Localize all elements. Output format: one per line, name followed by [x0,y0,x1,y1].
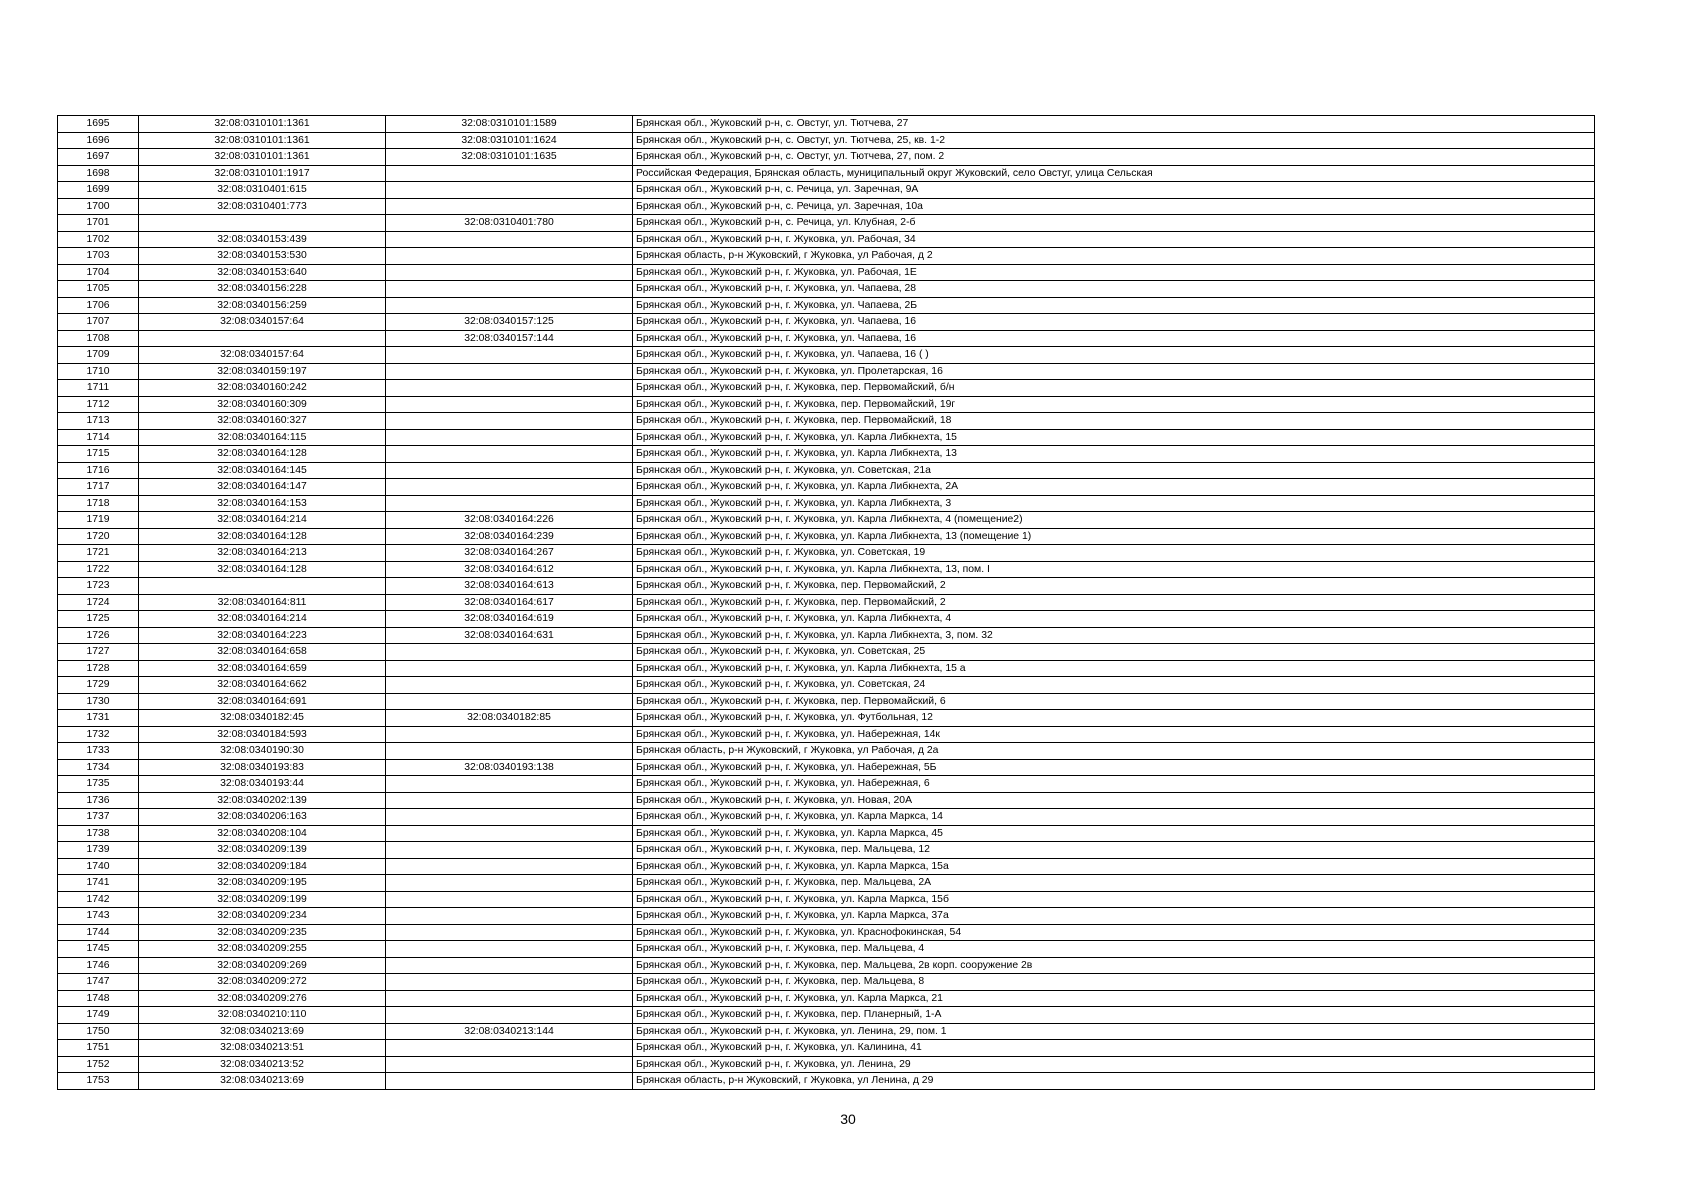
table-row [58,149,1595,166]
address-cell: Брянская обл., Жуковский р-н, г. Жуковка, ул. Чапаева, 16 ( ) [633,347,1595,364]
address-cell: Брянская обл., Жуковский р-н, г. Жуковка, ул. Карла Либкнехта, 3, пом. 32 [633,627,1595,644]
row-number-cell: 1726 [58,627,139,644]
object-cadastral-number-cell [386,875,633,892]
object-cadastral-number-cell [386,858,633,875]
table-row [58,578,1595,595]
row-number-cell: 1753 [58,1073,139,1090]
object-cadastral-number-cell [386,1007,633,1024]
row-number-cell: 1724 [58,594,139,611]
land-cadastral-number-cell: 32:08:0340153:640 [139,264,386,281]
row-number-cell: 1722 [58,561,139,578]
land-cadastral-number-cell: 32:08:0340182:45 [139,710,386,727]
address-cell: Брянская обл., Жуковский р-н, г. Жуковка, ул. Карла Либкнехта, 2А [633,479,1595,496]
land-cadastral-number-cell: 32:08:0340157:64 [139,347,386,364]
land-cadastral-number-cell: 32:08:0340159:197 [139,363,386,380]
object-cadastral-number-cell [386,264,633,281]
row-number-cell: 1747 [58,974,139,991]
table-row [58,215,1595,232]
row-number-cell: 1729 [58,677,139,694]
object-cadastral-number-cell [386,363,633,380]
object-cadastral-number-cell [386,743,633,760]
row-number-cell: 1744 [58,924,139,941]
row-number-cell: 1707 [58,314,139,331]
row-number-cell: 1728 [58,660,139,677]
object-cadastral-number-cell [386,1073,633,1090]
row-number-cell: 1717 [58,479,139,496]
object-cadastral-number-cell [386,825,633,842]
land-cadastral-number-cell: 32:08:0340164:115 [139,429,386,446]
land-cadastral-number-cell: 32:08:0340164:659 [139,660,386,677]
land-cadastral-number-cell: 32:08:0310101:1917 [139,165,386,182]
object-cadastral-number-cell [386,644,633,661]
address-cell: Брянская обл., Жуковский р-н, г. Жуковка, ул. Карла Маркса, 21 [633,990,1595,1007]
land-cadastral-number-cell [139,578,386,595]
object-cadastral-number-cell [386,380,633,397]
row-number-cell: 1736 [58,792,139,809]
table-row [58,1023,1595,1040]
address-cell: Брянская обл., Жуковский р-н, г. Жуковка, ул. Советская, 19 [633,545,1595,562]
land-cadastral-number-cell: 32:08:0310401:615 [139,182,386,199]
table-row [58,627,1595,644]
table-row [58,165,1595,182]
land-cadastral-number-cell: 32:08:0310101:1361 [139,149,386,166]
land-cadastral-number-cell: 32:08:0340153:530 [139,248,386,265]
land-cadastral-number-cell: 32:08:0340160:309 [139,396,386,413]
object-cadastral-number-cell [386,413,633,430]
row-number-cell: 1749 [58,1007,139,1024]
address-cell: Брянская обл., Жуковский р-н, г. Жуковка, ул. Футбольная, 12 [633,710,1595,727]
table-row [58,825,1595,842]
address-cell: Брянская обл., Жуковский р-н, г. Жуковка, ул. Чапаева, 16 [633,330,1595,347]
row-number-cell: 1723 [58,578,139,595]
table-row [58,116,1595,133]
address-cell: Брянская обл., Жуковский р-н, г. Жуковка, ул. Карла Маркса, 15а [633,858,1595,875]
table-row [58,264,1595,281]
object-cadastral-number-cell: 32:08:0340164:239 [386,528,633,545]
land-cadastral-number-cell: 32:08:0340206:163 [139,809,386,826]
object-cadastral-number-cell [386,974,633,991]
land-cadastral-number-cell: 32:08:0340164:662 [139,677,386,694]
row-number-cell: 1696 [58,132,139,149]
address-cell: Брянская обл., Жуковский р-н, г. Жуковка, пер. Мальцева, 12 [633,842,1595,859]
row-number-cell: 1719 [58,512,139,529]
object-cadastral-number-cell: 32:08:0310101:1624 [386,132,633,149]
address-cell: Брянская обл., Жуковский р-н, г. Жуковка, ул. Карла Либкнехта, 15 [633,429,1595,446]
address-cell: Брянская обл., Жуковский р-н, г. Жуковка, ул. Краснофокинская, 54 [633,924,1595,941]
object-cadastral-number-cell: 32:08:0310401:780 [386,215,633,232]
row-number-cell: 1738 [58,825,139,842]
land-cadastral-number-cell: 32:08:0340210:110 [139,1007,386,1024]
table-row [58,875,1595,892]
land-cadastral-number-cell: 32:08:0340190:30 [139,743,386,760]
address-cell: Брянская обл., Жуковский р-н, г. Жуковка, ул. Советская, 21а [633,462,1595,479]
table-row [58,1056,1595,1073]
land-cadastral-number-cell: 32:08:0340213:69 [139,1023,386,1040]
address-cell: Брянская обл., Жуковский р-н, г. Жуковка, пер. Первомайский, 2 [633,594,1595,611]
object-cadastral-number-cell [386,726,633,743]
land-cadastral-number-cell: 32:08:0340209:272 [139,974,386,991]
land-cadastral-number-cell: 32:08:0340157:64 [139,314,386,331]
address-cell: Брянская обл., Жуковский р-н, с. Овстуг, ул. Тютчева, 27, пом. 2 [633,149,1595,166]
table-row [58,561,1595,578]
land-cadastral-number-cell: 32:08:0340153:439 [139,231,386,248]
land-cadastral-number-cell: 32:08:0340164:691 [139,693,386,710]
row-number-cell: 1714 [58,429,139,446]
land-cadastral-number-cell: 32:08:0340164:128 [139,446,386,463]
row-number-cell: 1731 [58,710,139,727]
page-number: 30 [840,1111,856,1127]
address-cell: Брянская обл., Жуковский р-н, г. Жуковка, ул. Ленина, 29, пом. 1 [633,1023,1595,1040]
row-number-cell: 1720 [58,528,139,545]
address-cell: Брянская обл., Жуковский р-н, г. Жуковка, ул. Карла Либкнехта, 3 [633,495,1595,512]
object-cadastral-number-cell [386,446,633,463]
row-number-cell: 1705 [58,281,139,298]
table-row [58,974,1595,991]
address-cell: Брянская область, р-н Жуковский, г Жуковка, ул Рабочая, д 2а [633,743,1595,760]
table-row [58,693,1595,710]
table-row [58,380,1595,397]
object-cadastral-number-cell [386,281,633,298]
object-cadastral-number-cell: 32:08:0340164:267 [386,545,633,562]
address-cell: Брянская обл., Жуковский р-н, г. Жуковка, ул. Карла Либкнехта, 13 [633,446,1595,463]
address-cell: Брянская обл., Жуковский р-н, г. Жуковка, ул. Карла Маркса, 15б [633,891,1595,908]
object-cadastral-number-cell [386,1040,633,1057]
table-row [58,363,1595,380]
object-cadastral-number-cell: 32:08:0340164:631 [386,627,633,644]
table-row [58,908,1595,925]
object-cadastral-number-cell: 32:08:0310101:1589 [386,116,633,133]
table-row [58,198,1595,215]
object-cadastral-number-cell [386,248,633,265]
table-row [58,957,1595,974]
object-cadastral-number-cell [386,479,633,496]
object-cadastral-number-cell [386,677,633,694]
address-cell: Брянская обл., Жуковский р-н, г. Жуковка, ул. Набережная, 6 [633,776,1595,793]
row-number-cell: 1730 [58,693,139,710]
address-cell: Брянская обл., Жуковский р-н, с. Речица, ул. Заречная, 10а [633,198,1595,215]
object-cadastral-number-cell: 32:08:0340213:144 [386,1023,633,1040]
table-row [58,446,1595,463]
row-number-cell: 1733 [58,743,139,760]
row-number-cell: 1704 [58,264,139,281]
row-number-cell: 1708 [58,330,139,347]
register-table [57,115,1595,1090]
land-cadastral-number-cell: 32:08:0340208:104 [139,825,386,842]
address-cell: Брянская обл., Жуковский р-н, г. Жуковка, пер. Мальцева, 4 [633,941,1595,958]
address-cell: Брянская обл., Жуковский р-н, г. Жуковка, ул. Ленина, 29 [633,1056,1595,1073]
land-cadastral-number-cell: 32:08:0340209:276 [139,990,386,1007]
row-number-cell: 1706 [58,297,139,314]
land-cadastral-number-cell: 32:08:0340164:223 [139,627,386,644]
address-cell: Брянская обл., Жуковский р-н, г. Жуковка, пер. Первомайский, 18 [633,413,1595,430]
object-cadastral-number-cell [386,891,633,908]
land-cadastral-number-cell: 32:08:0340209:234 [139,908,386,925]
table-row [58,1040,1595,1057]
object-cadastral-number-cell [386,396,633,413]
object-cadastral-number-cell [386,297,633,314]
address-cell: Брянская обл., Жуковский р-н, г. Жуковка, ул. Чапаева, 16 [633,314,1595,331]
row-number-cell: 1718 [58,495,139,512]
land-cadastral-number-cell: 32:08:0340209:195 [139,875,386,892]
land-cadastral-number-cell: 32:08:0340156:228 [139,281,386,298]
address-cell: Брянская обл., Жуковский р-н, г. Жуковка, ул. Карла Маркса, 45 [633,825,1595,842]
address-cell: Брянская обл., Жуковский р-н, г. Жуковка, пер. Первомайский, 2 [633,578,1595,595]
row-number-cell: 1711 [58,380,139,397]
object-cadastral-number-cell [386,809,633,826]
object-cadastral-number-cell: 32:08:0340164:613 [386,578,633,595]
address-cell: Брянская обл., Жуковский р-н, г. Жуковка, ул. Набережная, 14к [633,726,1595,743]
address-cell: Брянская обл., Жуковский р-н, г. Жуковка, пер. Мальцева, 8 [633,974,1595,991]
row-number-cell: 1701 [58,215,139,232]
address-cell: Брянская область, р-н Жуковский, г Жуковка, ул Ленина, д 29 [633,1073,1595,1090]
land-cadastral-number-cell: 32:08:0340164:128 [139,561,386,578]
land-cadastral-number-cell: 32:08:0340209:139 [139,842,386,859]
object-cadastral-number-cell [386,792,633,809]
table-row [58,297,1595,314]
table-row [58,809,1595,826]
object-cadastral-number-cell [386,165,633,182]
table-row [58,528,1595,545]
object-cadastral-number-cell [386,347,633,364]
row-number-cell: 1739 [58,842,139,859]
address-cell: Брянская обл., Жуковский р-н, г. Жуковка, ул. Советская, 25 [633,644,1595,661]
row-number-cell: 1746 [58,957,139,974]
address-cell: Брянская обл., Жуковский р-н, г. Жуковка, пер. Первомайский, 6 [633,693,1595,710]
object-cadastral-number-cell [386,990,633,1007]
object-cadastral-number-cell [386,495,633,512]
row-number-cell: 1713 [58,413,139,430]
address-cell: Брянская обл., Жуковский р-н, г. Жуковка, пер. Планерный, 1-А [633,1007,1595,1024]
table-row [58,891,1595,908]
land-cadastral-number-cell [139,215,386,232]
table-row [58,594,1595,611]
table-row [58,495,1595,512]
land-cadastral-number-cell: 32:08:0340209:255 [139,941,386,958]
object-cadastral-number-cell: 32:08:0340164:226 [386,512,633,529]
address-cell: Брянская область, р-н Жуковский, г Жуковка, ул Рабочая, д 2 [633,248,1595,265]
address-cell: Брянская обл., Жуковский р-н, г. Жуковка, пер. Первомайский, б/н [633,380,1595,397]
row-number-cell: 1743 [58,908,139,925]
table-row [58,743,1595,760]
land-cadastral-number-cell: 32:08:0340164:811 [139,594,386,611]
row-number-cell: 1695 [58,116,139,133]
land-cadastral-number-cell [139,330,386,347]
row-number-cell: 1702 [58,231,139,248]
object-cadastral-number-cell: 32:08:0340164:612 [386,561,633,578]
land-cadastral-number-cell: 32:08:0340213:52 [139,1056,386,1073]
table-row [58,231,1595,248]
table-row [58,396,1595,413]
address-cell: Брянская обл., Жуковский р-н, с. Речица, ул. Заречная, 9А [633,182,1595,199]
row-number-cell: 1732 [58,726,139,743]
land-cadastral-number-cell: 32:08:0340213:51 [139,1040,386,1057]
address-cell: Брянская обл., Жуковский р-н, с. Овстуг, ул. Тютчева, 27 [633,116,1595,133]
table-row [58,1073,1595,1090]
object-cadastral-number-cell [386,776,633,793]
address-cell: Брянская обл., Жуковский р-н, г. Жуковка, ул. Карла Либкнехта, 4 (помещение2) [633,512,1595,529]
address-cell: Брянская обл., Жуковский р-н, с. Овстуг, ул. Тютчева, 25, кв. 1-2 [633,132,1595,149]
table-row [58,314,1595,331]
table-row [58,132,1595,149]
row-number-cell: 1750 [58,1023,139,1040]
address-cell: Брянская обл., Жуковский р-н, с. Речица, ул. Клубная, 2-б [633,215,1595,232]
land-cadastral-number-cell: 32:08:0340160:327 [139,413,386,430]
row-number-cell: 1698 [58,165,139,182]
table-row [58,660,1595,677]
object-cadastral-number-cell [386,842,633,859]
land-cadastral-number-cell: 32:08:0340213:69 [139,1073,386,1090]
row-number-cell: 1742 [58,891,139,908]
object-cadastral-number-cell: 32:08:0340157:125 [386,314,633,331]
object-cadastral-number-cell [386,924,633,941]
address-cell: Брянская обл., Жуковский р-н, г. Жуковка, ул. Карла Либкнехта, 13 (помещение 1) [633,528,1595,545]
address-cell: Брянская обл., Жуковский р-н, г. Жуковка, ул. Советская, 24 [633,677,1595,694]
address-cell: Брянская обл., Жуковский р-н, г. Жуковка, ул. Карла Либкнехта, 15 а [633,660,1595,677]
row-number-cell: 1725 [58,611,139,628]
address-cell: Брянская обл., Жуковский р-н, г. Жуковка, ул. Пролетарская, 16 [633,363,1595,380]
row-number-cell: 1735 [58,776,139,793]
land-cadastral-number-cell: 32:08:0340209:235 [139,924,386,941]
row-number-cell: 1741 [58,875,139,892]
address-cell: Брянская обл., Жуковский р-н, г. Жуковка, пер. Мальцева, 2в корп. сооружение 2в [633,957,1595,974]
row-number-cell: 1697 [58,149,139,166]
land-cadastral-number-cell: 32:08:0340209:269 [139,957,386,974]
row-number-cell: 1740 [58,858,139,875]
table-row [58,462,1595,479]
table-row [58,429,1595,446]
address-cell: Брянская обл., Жуковский р-н, г. Жуковка, ул. Карла Либкнехта, 13, пом. I [633,561,1595,578]
land-cadastral-number-cell: 32:08:0310101:1361 [139,116,386,133]
land-cadastral-number-cell: 32:08:0340164:153 [139,495,386,512]
land-cadastral-number-cell: 32:08:0340193:83 [139,759,386,776]
object-cadastral-number-cell [386,941,633,958]
table-row [58,330,1595,347]
land-cadastral-number-cell: 32:08:0310401:773 [139,198,386,215]
address-cell: Брянская обл., Жуковский р-н, г. Жуковка, ул. Рабочая, 34 [633,231,1595,248]
row-number-cell: 1751 [58,1040,139,1057]
row-number-cell: 1703 [58,248,139,265]
address-cell: Брянская обл., Жуковский р-н, г. Жуковка, ул. Чапаева, 2Б [633,297,1595,314]
object-cadastral-number-cell [386,660,633,677]
land-cadastral-number-cell: 32:08:0340193:44 [139,776,386,793]
table-row [58,710,1595,727]
address-cell: Брянская обл., Жуковский р-н, г. Жуковка, ул. Карла Маркса, 37а [633,908,1595,925]
table-row [58,792,1595,809]
table-row [58,759,1595,776]
row-number-cell: 1721 [58,545,139,562]
object-cadastral-number-cell [386,1056,633,1073]
row-number-cell: 1715 [58,446,139,463]
row-number-cell: 1709 [58,347,139,364]
land-cadastral-number-cell: 32:08:0340156:259 [139,297,386,314]
table-row [58,545,1595,562]
address-cell: Брянская обл., Жуковский р-н, г. Жуковка, пер. Первомайский, 19г [633,396,1595,413]
land-cadastral-number-cell: 32:08:0340164:213 [139,545,386,562]
object-cadastral-number-cell [386,182,633,199]
table-row [58,512,1595,529]
table-row [58,281,1595,298]
land-cadastral-number-cell: 32:08:0340160:242 [139,380,386,397]
table-row [58,611,1595,628]
land-cadastral-number-cell: 32:08:0340184:593 [139,726,386,743]
table-row [58,479,1595,496]
address-cell: Российская Федерация, Брянская область, муниципальный округ Жуковский, село Овстуг, улица Сельская [633,165,1595,182]
register-table-body [58,116,1595,1090]
object-cadastral-number-cell: 32:08:0340157:144 [386,330,633,347]
table-row [58,858,1595,875]
object-cadastral-number-cell [386,231,633,248]
land-cadastral-number-cell: 32:08:0340164:214 [139,512,386,529]
land-cadastral-number-cell: 32:08:0310101:1361 [139,132,386,149]
object-cadastral-number-cell: 32:08:0310101:1635 [386,149,633,166]
row-number-cell: 1716 [58,462,139,479]
land-cadastral-number-cell: 32:08:0340164:145 [139,462,386,479]
table-row [58,990,1595,1007]
land-cadastral-number-cell: 32:08:0340209:199 [139,891,386,908]
table-row [58,413,1595,430]
row-number-cell: 1752 [58,1056,139,1073]
row-number-cell: 1748 [58,990,139,1007]
table-row [58,347,1595,364]
land-cadastral-number-cell: 32:08:0340202:139 [139,792,386,809]
row-number-cell: 1745 [58,941,139,958]
address-cell: Брянская обл., Жуковский р-н, г. Жуковка, ул. Карла Либкнехта, 4 [633,611,1595,628]
land-cadastral-number-cell: 32:08:0340164:214 [139,611,386,628]
object-cadastral-number-cell: 32:08:0340182:85 [386,710,633,727]
table-row [58,924,1595,941]
table-row [58,644,1595,661]
object-cadastral-number-cell: 32:08:0340164:619 [386,611,633,628]
table-row [58,248,1595,265]
row-number-cell: 1699 [58,182,139,199]
object-cadastral-number-cell: 32:08:0340164:617 [386,594,633,611]
land-cadastral-number-cell: 32:08:0340164:658 [139,644,386,661]
object-cadastral-number-cell [386,693,633,710]
address-cell: Брянская обл., Жуковский р-н, г. Жуковка, ул. Карла Маркса, 14 [633,809,1595,826]
object-cadastral-number-cell [386,198,633,215]
table-row [58,776,1595,793]
row-number-cell: 1700 [58,198,139,215]
land-cadastral-number-cell: 32:08:0340164:147 [139,479,386,496]
address-cell: Брянская обл., Жуковский р-н, г. Жуковка, ул. Набережная, 5Б [633,759,1595,776]
table-row [58,842,1595,859]
object-cadastral-number-cell [386,429,633,446]
object-cadastral-number-cell: 32:08:0340193:138 [386,759,633,776]
address-cell: Брянская обл., Жуковский р-н, г. Жуковка, ул. Калинина, 41 [633,1040,1595,1057]
object-cadastral-number-cell [386,908,633,925]
row-number-cell: 1710 [58,363,139,380]
address-cell: Брянская обл., Жуковский р-н, г. Жуковка, ул. Чапаева, 28 [633,281,1595,298]
object-cadastral-number-cell [386,957,633,974]
table-row [58,1007,1595,1024]
object-cadastral-number-cell [386,462,633,479]
row-number-cell: 1712 [58,396,139,413]
row-number-cell: 1734 [58,759,139,776]
address-cell: Брянская обл., Жуковский р-н, г. Жуковка, ул. Рабочая, 1Е [633,264,1595,281]
table-row [58,677,1595,694]
address-cell: Брянская обл., Жуковский р-н, г. Жуковка, ул. Новая, 20А [633,792,1595,809]
table-row [58,726,1595,743]
table-row [58,182,1595,199]
table-row [58,941,1595,958]
address-cell: Брянская обл., Жуковский р-н, г. Жуковка, пер. Мальцева, 2А [633,875,1595,892]
land-cadastral-number-cell: 32:08:0340209:184 [139,858,386,875]
row-number-cell: 1727 [58,644,139,661]
row-number-cell: 1737 [58,809,139,826]
land-cadastral-number-cell: 32:08:0340164:128 [139,528,386,545]
